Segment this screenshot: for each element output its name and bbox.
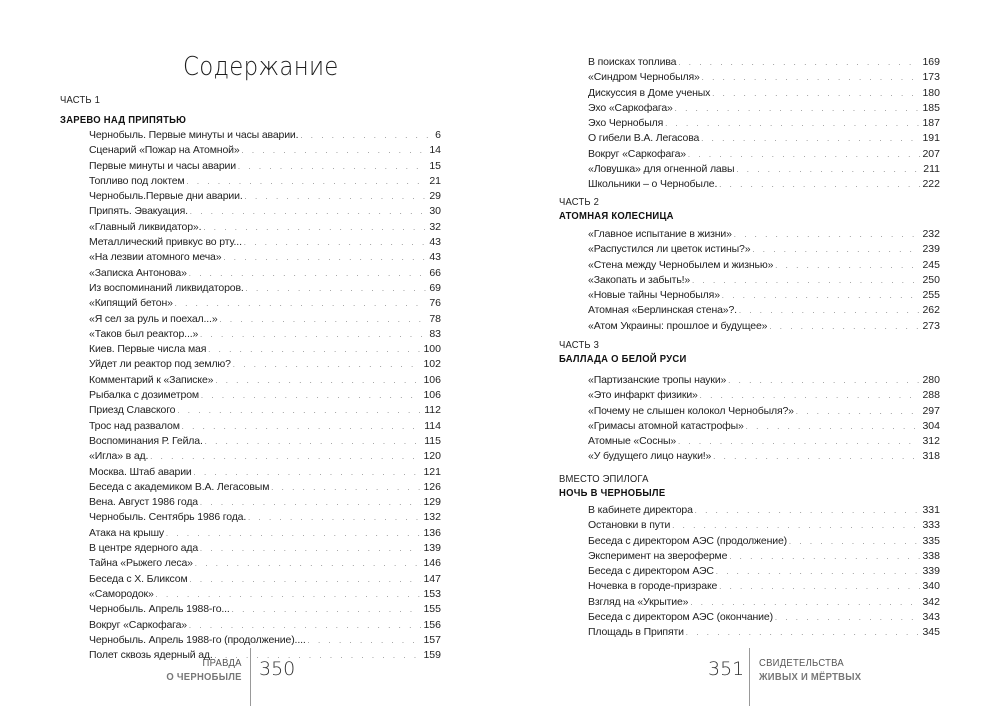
part-1-entries bbox=[89, 128, 441, 663]
toc-entry bbox=[588, 625, 940, 640]
toc-entry-title: Киев. Первые числа мая bbox=[89, 343, 207, 356]
toc-entry-title: Эхо «Саркофага» bbox=[588, 101, 673, 114]
toc-leader-dots bbox=[300, 129, 433, 144]
toc-entry-title: Сценарий «Пожар на Атомной» bbox=[89, 144, 240, 157]
toc-entry bbox=[89, 434, 441, 449]
toc-entry bbox=[588, 288, 940, 303]
toc-entry-page: 191 bbox=[922, 132, 940, 145]
toc-entry-title: Полет сквозь ядерный ад. bbox=[89, 649, 213, 662]
toc-entry-page: 207 bbox=[922, 147, 940, 160]
toc-entry-page: 32 bbox=[429, 220, 441, 233]
toc-entry-title: Тайна «Рыжего леса» bbox=[89, 557, 193, 570]
toc-entry-page: 273 bbox=[922, 319, 940, 332]
toc-entry-title: Беседа с директором АЭС (продолжение) bbox=[588, 534, 787, 547]
toc-entry bbox=[588, 503, 940, 518]
toc-entry bbox=[89, 327, 441, 342]
toc-leader-dots bbox=[686, 626, 921, 641]
toc-entry-page: 78 bbox=[429, 312, 441, 325]
toc-leader-dots bbox=[195, 557, 422, 572]
toc-entry-title: Остановки в пути bbox=[588, 519, 671, 532]
right-footer-title bbox=[759, 656, 861, 684]
toc-leader-dots bbox=[716, 565, 921, 580]
toc-entry-title: В центре ядерного ада bbox=[89, 542, 199, 555]
toc-entry bbox=[89, 250, 441, 265]
toc-leader-dots bbox=[692, 274, 920, 289]
toc-entry-title: Площадь в Припяти bbox=[588, 626, 684, 639]
toc-entry-title: Вокруг «Саркофага» bbox=[89, 618, 187, 631]
page-title: Содержание bbox=[183, 52, 339, 82]
toc-entry-page: 106 bbox=[423, 389, 441, 402]
toc-entry bbox=[588, 116, 940, 131]
toc-entry-page: 180 bbox=[922, 86, 940, 99]
toc-entry bbox=[588, 388, 940, 403]
toc-leader-dots bbox=[775, 611, 921, 626]
toc-entry-title: Вена. Август 1986 года bbox=[89, 496, 198, 509]
toc-entry-page: 115 bbox=[424, 434, 441, 447]
toc-entry-page: 187 bbox=[922, 117, 940, 130]
toc-entry-title: Москва. Штаб аварии bbox=[89, 465, 192, 478]
toc-entry-title: «Закопать и забыть!» bbox=[588, 273, 691, 286]
toc-entry-page: 340 bbox=[922, 580, 940, 593]
toc-entry-page: 156 bbox=[423, 618, 441, 631]
toc-entry-page: 106 bbox=[423, 373, 441, 386]
part-2-label: ЧАСТЬ 2 bbox=[559, 196, 600, 208]
toc-entry-page: 153 bbox=[423, 587, 441, 600]
toc-leader-dots bbox=[722, 289, 921, 304]
toc-leader-dots bbox=[665, 117, 920, 132]
toc-leader-dots bbox=[200, 328, 427, 343]
toc-entry bbox=[89, 495, 441, 510]
toc-entry bbox=[89, 403, 441, 418]
toc-entry-title: «Главное испытание в жизни» bbox=[588, 228, 732, 240]
toc-entry-page: 338 bbox=[922, 549, 940, 562]
toc-entry-title: Взгляд на «Укрытие» bbox=[588, 595, 689, 608]
toc-entry-page: 120 bbox=[423, 450, 441, 463]
toc-entry-title: Беседа с академиком В.А. Легасовым bbox=[89, 480, 270, 493]
toc-leader-dots bbox=[175, 297, 428, 312]
toc-leader-dots bbox=[205, 435, 423, 450]
part-1-name: ЗАРЕВО НАД ПРИПЯТЬЮ bbox=[60, 114, 187, 126]
part-2-entries bbox=[588, 227, 940, 334]
toc-leader-dots bbox=[166, 527, 421, 542]
toc-entry-page: 76 bbox=[429, 297, 441, 310]
toc-entry-page: 146 bbox=[423, 557, 441, 570]
toc-entry-page: 21 bbox=[429, 174, 441, 187]
toc-entry bbox=[89, 526, 441, 541]
toc-leader-dots bbox=[713, 450, 920, 465]
toc-leader-dots bbox=[736, 163, 921, 178]
right-footer-divider bbox=[749, 648, 750, 706]
toc-entry-page: 280 bbox=[922, 374, 940, 386]
toc-entry bbox=[89, 480, 441, 495]
toc-entry-page: 343 bbox=[922, 611, 940, 624]
toc-leader-dots bbox=[189, 267, 427, 282]
toc-entry bbox=[89, 159, 441, 174]
toc-entry-title: «Новые тайны Чернобыля» bbox=[588, 289, 720, 302]
toc-entry bbox=[588, 147, 940, 162]
toc-entry-title: «Распустился ли цветок истины?» bbox=[588, 243, 751, 256]
toc-entry-page: 245 bbox=[922, 258, 940, 271]
toc-entry bbox=[89, 618, 441, 633]
toc-entry bbox=[89, 235, 441, 250]
toc-entry-page: 129 bbox=[423, 496, 441, 509]
part-3-label: ЧАСТЬ 3 bbox=[559, 339, 600, 351]
toc-entry-title: «Гримасы атомной катастрофы» bbox=[588, 419, 744, 432]
left-footer-title bbox=[167, 656, 242, 684]
toc-entry-title: «Синдром Чернобыля» bbox=[588, 71, 700, 84]
toc-entry-page: 69 bbox=[429, 281, 441, 294]
toc-entry-title: «Игла» в ад. bbox=[89, 450, 149, 463]
toc-entry bbox=[89, 465, 441, 480]
toc-entry bbox=[588, 549, 940, 564]
toc-entry-title: В кабинете директора bbox=[588, 504, 693, 516]
toc-entry bbox=[89, 128, 441, 143]
toc-entry-page: 6 bbox=[435, 129, 441, 141]
toc-entry-title: «Таков был реактор...» bbox=[89, 327, 199, 340]
toc-entry-page: 155 bbox=[423, 603, 441, 616]
toc-entry bbox=[89, 266, 441, 281]
toc-entry bbox=[89, 143, 441, 158]
toc-leader-dots bbox=[271, 481, 421, 496]
toc-entry-page: 232 bbox=[922, 228, 940, 240]
epilogue-entries bbox=[588, 503, 940, 641]
toc-leader-dots bbox=[796, 405, 921, 420]
toc-entry bbox=[588, 101, 940, 116]
toc-entry-title: О гибели В.А. Легасова bbox=[588, 132, 700, 145]
left-page-number: 350 bbox=[259, 658, 296, 680]
toc-leader-dots bbox=[220, 313, 428, 328]
toc-entry-page: 14 bbox=[429, 144, 441, 157]
toc-entry-page: 250 bbox=[922, 273, 940, 286]
toc-entry-title: Приезд Славского bbox=[89, 404, 176, 417]
toc-entry bbox=[89, 602, 441, 617]
toc-leader-dots bbox=[775, 259, 920, 274]
toc-entry bbox=[89, 220, 441, 235]
toc-entry-title: «Я сел за руль и поехал...» bbox=[89, 312, 218, 325]
toc-leader-dots bbox=[700, 389, 921, 404]
toc-entry-title: «Атом Украины: прошлое и будущее» bbox=[588, 319, 768, 332]
toc-entry bbox=[89, 189, 441, 204]
toc-leader-dots bbox=[308, 634, 422, 649]
toc-entry-page: 185 bbox=[922, 101, 940, 114]
toc-entry bbox=[588, 373, 940, 388]
toc-entry bbox=[89, 587, 441, 602]
toc-entry bbox=[588, 86, 940, 101]
toc-entry bbox=[588, 419, 940, 434]
toc-entry-page: 139 bbox=[423, 542, 441, 555]
toc-leader-dots bbox=[739, 304, 921, 319]
part-1-label: ЧАСТЬ 1 bbox=[60, 94, 101, 106]
toc-leader-dots bbox=[190, 205, 427, 220]
toc-entry bbox=[588, 434, 940, 449]
toc-entry-title: В поисках топлива bbox=[588, 56, 677, 68]
epilogue-label: ВМЕСТО ЭПИЛОГА bbox=[559, 473, 649, 485]
toc-leader-dots bbox=[238, 160, 427, 175]
toc-entry-title: Воспоминания Р. Гейла. bbox=[89, 434, 203, 447]
toc-entry-page: 136 bbox=[423, 526, 441, 539]
toc-entry bbox=[89, 204, 441, 219]
toc-entry bbox=[89, 373, 441, 388]
toc-entry bbox=[89, 510, 441, 525]
continued-entries bbox=[588, 55, 940, 193]
toc-entry-title: Эхо Чернобыля bbox=[588, 117, 664, 130]
toc-entry-page: 112 bbox=[424, 404, 441, 417]
toc-entry-title: Беседа с директором АЭС bbox=[588, 565, 714, 578]
toc-leader-dots bbox=[719, 580, 920, 595]
toc-entry bbox=[588, 579, 940, 594]
toc-entry-title: Беседа с Х. Бликсом bbox=[89, 572, 188, 585]
toc-leader-dots bbox=[189, 619, 421, 634]
toc-entry-page: 297 bbox=[922, 404, 940, 417]
toc-leader-dots bbox=[245, 190, 428, 205]
toc-leader-dots bbox=[203, 221, 427, 236]
toc-leader-dots bbox=[208, 343, 421, 358]
toc-leader-dots bbox=[729, 550, 920, 565]
toc-entry-page: 157 bbox=[423, 633, 441, 646]
toc-leader-dots bbox=[728, 374, 920, 389]
right-footer-line1: СВИДЕТЕЛЬСТВА bbox=[759, 657, 844, 669]
toc-leader-dots bbox=[201, 389, 421, 404]
toc-entry-page: 43 bbox=[429, 236, 441, 249]
toc-entry bbox=[588, 258, 940, 273]
toc-entry bbox=[588, 518, 940, 533]
toc-entry-title: Чернобыль. Сентябрь 1986 года. bbox=[89, 511, 247, 524]
toc-entry-title: Атака на крышу bbox=[89, 526, 164, 539]
toc-leader-dots bbox=[702, 71, 921, 86]
toc-leader-dots bbox=[769, 320, 920, 335]
toc-entry-page: 312 bbox=[922, 435, 940, 448]
toc-entry-page: 121 bbox=[423, 465, 441, 478]
part-3-entries bbox=[588, 373, 940, 465]
toc-entry-page: 304 bbox=[922, 419, 940, 432]
toc-entry bbox=[588, 273, 940, 288]
toc-leader-dots bbox=[746, 420, 921, 435]
toc-entry-title: Чернобыль. Первые минуты и часы аварии. bbox=[89, 129, 299, 141]
toc-leader-dots bbox=[752, 243, 920, 258]
toc-entry-page: 173 bbox=[922, 71, 940, 84]
toc-leader-dots bbox=[672, 519, 920, 534]
toc-entry-page: 318 bbox=[922, 450, 940, 463]
toc-entry-title: Из воспоминаний ликвидаторов. bbox=[89, 281, 244, 294]
toc-entry-page: 211 bbox=[923, 163, 940, 176]
toc-entry-page: 222 bbox=[922, 178, 940, 191]
left-footer-line2: О ЧЕРНОБЫЛЕ bbox=[166, 671, 242, 683]
toc-entry-title: «У будущего лицо науки!» bbox=[588, 450, 712, 463]
toc-entry-title: Чернобыль. Апрель 1988-го... bbox=[89, 603, 230, 616]
toc-entry-title: Топливо под локтем bbox=[89, 174, 185, 187]
toc-entry-page: 83 bbox=[429, 327, 441, 340]
toc-leader-dots bbox=[242, 144, 428, 159]
toc-entry-title: Атомная «Берлинская стена»?. bbox=[588, 304, 737, 317]
toc-leader-dots bbox=[719, 178, 920, 193]
part-3-name: БАЛЛАДА О БЕЛОЙ РУСИ bbox=[559, 353, 687, 365]
toc-entry bbox=[89, 388, 441, 403]
toc-entry-title: Чернобыль.Первые дни аварии. bbox=[89, 190, 243, 203]
toc-leader-dots bbox=[215, 649, 422, 664]
toc-entry bbox=[89, 357, 441, 372]
toc-entry-title: Вокруг «Саркофага» bbox=[588, 147, 686, 160]
toc-entry bbox=[588, 564, 940, 579]
toc-entry-page: 333 bbox=[922, 519, 940, 532]
toc-entry bbox=[89, 449, 441, 464]
toc-leader-dots bbox=[182, 420, 422, 435]
toc-entry-page: 100 bbox=[423, 343, 441, 356]
toc-leader-dots bbox=[232, 603, 422, 618]
toc-leader-dots bbox=[701, 132, 920, 147]
right-page bbox=[500, 0, 1000, 706]
toc-entry-title: Школьники – о Чернобыле. bbox=[588, 178, 718, 191]
toc-entry-title: «Партизанские тропы науки» bbox=[588, 374, 727, 386]
toc-entry-title: Дискуссия в Доме ученых bbox=[588, 86, 711, 99]
toc-entry bbox=[588, 595, 940, 610]
toc-leader-dots bbox=[190, 573, 422, 588]
toc-entry-page: 342 bbox=[922, 595, 940, 608]
toc-entry-page: 339 bbox=[922, 565, 940, 578]
toc-entry-title: «На лезвии атомного меча» bbox=[89, 251, 222, 264]
toc-entry bbox=[588, 303, 940, 318]
toc-entry bbox=[588, 449, 940, 464]
toc-entry-title: «Главный ликвидатор». bbox=[89, 220, 202, 233]
right-footer-line2: ЖИВЫХ И МЁРТВЫХ bbox=[759, 671, 862, 683]
toc-entry bbox=[588, 610, 940, 625]
toc-entry-page: 288 bbox=[922, 389, 940, 402]
toc-entry bbox=[89, 342, 441, 357]
toc-entry-page: 66 bbox=[429, 266, 441, 279]
toc-entry-title: Рыбалка с дозиметром bbox=[89, 389, 199, 402]
toc-entry bbox=[588, 177, 940, 192]
toc-leader-dots bbox=[695, 504, 921, 519]
toc-entry-title: «Ловушка» для огненной лавы bbox=[588, 163, 735, 176]
toc-entry-title: Припять. Эвакуация. bbox=[89, 205, 188, 218]
toc-entry-page: 331 bbox=[922, 504, 940, 516]
toc-leader-dots bbox=[194, 466, 422, 481]
toc-entry-title: Эксперимент на звероферме bbox=[588, 549, 728, 562]
toc-entry-title: «Почему не слышен колокол Чернобыля?» bbox=[588, 404, 794, 417]
toc-entry bbox=[588, 319, 940, 334]
toc-entry-page: 169 bbox=[922, 56, 940, 68]
toc-leader-dots bbox=[690, 596, 920, 611]
toc-leader-dots bbox=[215, 374, 421, 389]
toc-leader-dots bbox=[200, 542, 421, 557]
left-footer-line1: ПРАВДА bbox=[202, 657, 242, 669]
toc-entry-page: 255 bbox=[922, 289, 940, 302]
toc-entry-page: 262 bbox=[922, 304, 940, 317]
toc-leader-dots bbox=[156, 588, 422, 603]
toc-entry-page: 132 bbox=[423, 511, 441, 524]
toc-entry-page: 102 bbox=[423, 358, 441, 371]
toc-entry bbox=[588, 131, 940, 146]
toc-leader-dots bbox=[187, 175, 428, 190]
toc-entry bbox=[89, 633, 441, 648]
toc-entry-title: Беседа с директором АЭС (окончание) bbox=[588, 611, 773, 624]
toc-leader-dots bbox=[789, 535, 920, 550]
toc-leader-dots bbox=[244, 236, 427, 251]
toc-entry bbox=[588, 534, 940, 549]
toc-leader-dots bbox=[688, 148, 920, 163]
toc-entry-title: Чернобыль. Апрель 1988-го (продолжение).... bbox=[89, 633, 306, 646]
right-page-number: 351 bbox=[708, 658, 745, 680]
toc-leader-dots bbox=[150, 450, 421, 465]
toc-entry-page: 114 bbox=[424, 419, 441, 432]
toc-leader-dots bbox=[712, 87, 920, 102]
toc-entry-title: «Самородок» bbox=[89, 587, 154, 600]
part-2-name: АТОМНАЯ КОЛЕСНИЦА bbox=[559, 210, 674, 222]
toc-entry bbox=[89, 572, 441, 587]
toc-leader-dots bbox=[177, 404, 422, 419]
toc-entry-title: Атомные «Сосны» bbox=[588, 435, 677, 448]
toc-entry-page: 30 bbox=[429, 205, 441, 218]
left-footer-divider bbox=[250, 648, 251, 706]
toc-entry bbox=[588, 55, 940, 70]
toc-leader-dots bbox=[734, 228, 921, 243]
toc-leader-dots bbox=[678, 435, 920, 450]
toc-entry-page: 335 bbox=[922, 534, 940, 547]
toc-entry-title: «Это инфаркт физики» bbox=[588, 389, 698, 402]
toc-entry bbox=[89, 174, 441, 189]
epilogue-name: НОЧЬ В ЧЕРНОБЫЛЕ bbox=[559, 487, 666, 499]
toc-entry-page: 345 bbox=[922, 626, 940, 639]
toc-entry-page: 15 bbox=[429, 159, 441, 172]
toc-entry bbox=[89, 312, 441, 327]
toc-leader-dots bbox=[200, 496, 421, 511]
toc-entry-page: 43 bbox=[429, 251, 441, 264]
toc-entry bbox=[89, 419, 441, 434]
toc-entry-title: Ночевка в городе-призраке bbox=[588, 580, 718, 593]
toc-entry bbox=[89, 296, 441, 311]
toc-entry bbox=[89, 281, 441, 296]
toc-entry-title: «Стена между Чернобылем и жизнью» bbox=[588, 258, 774, 271]
toc-entry-page: 239 bbox=[922, 243, 940, 256]
toc-leader-dots bbox=[223, 251, 427, 266]
toc-leader-dots bbox=[233, 358, 422, 373]
toc-entry-page: 29 bbox=[429, 190, 441, 203]
toc-entry bbox=[588, 70, 940, 85]
toc-entry-page: 147 bbox=[423, 572, 441, 585]
toc-entry bbox=[588, 404, 940, 419]
toc-entry-title: Первые минуты и часы аварии bbox=[89, 159, 236, 172]
toc-entry-title: «Кипящий бетон» bbox=[89, 297, 173, 310]
toc-entry-title: Комментарий к «Записке» bbox=[89, 373, 214, 386]
toc-entry bbox=[588, 227, 940, 242]
toc-entry-title: «Записка Антонова» bbox=[89, 266, 187, 279]
toc-leader-dots bbox=[246, 282, 428, 297]
toc-entry-title: Металлический привкус во рту... bbox=[89, 236, 242, 249]
toc-entry bbox=[89, 541, 441, 556]
toc-entry bbox=[89, 556, 441, 571]
toc-leader-dots bbox=[248, 511, 421, 526]
toc-entry-title: Трос над развалом bbox=[89, 419, 180, 432]
toc-entry bbox=[588, 162, 940, 177]
toc-leader-dots bbox=[675, 102, 921, 117]
toc-entry-page: 159 bbox=[423, 649, 441, 662]
toc-entry bbox=[588, 242, 940, 257]
toc-entry-page: 126 bbox=[423, 480, 441, 493]
toc-entry-title: Уйдет ли реактор под землю? bbox=[89, 358, 231, 371]
toc-leader-dots bbox=[678, 56, 920, 71]
